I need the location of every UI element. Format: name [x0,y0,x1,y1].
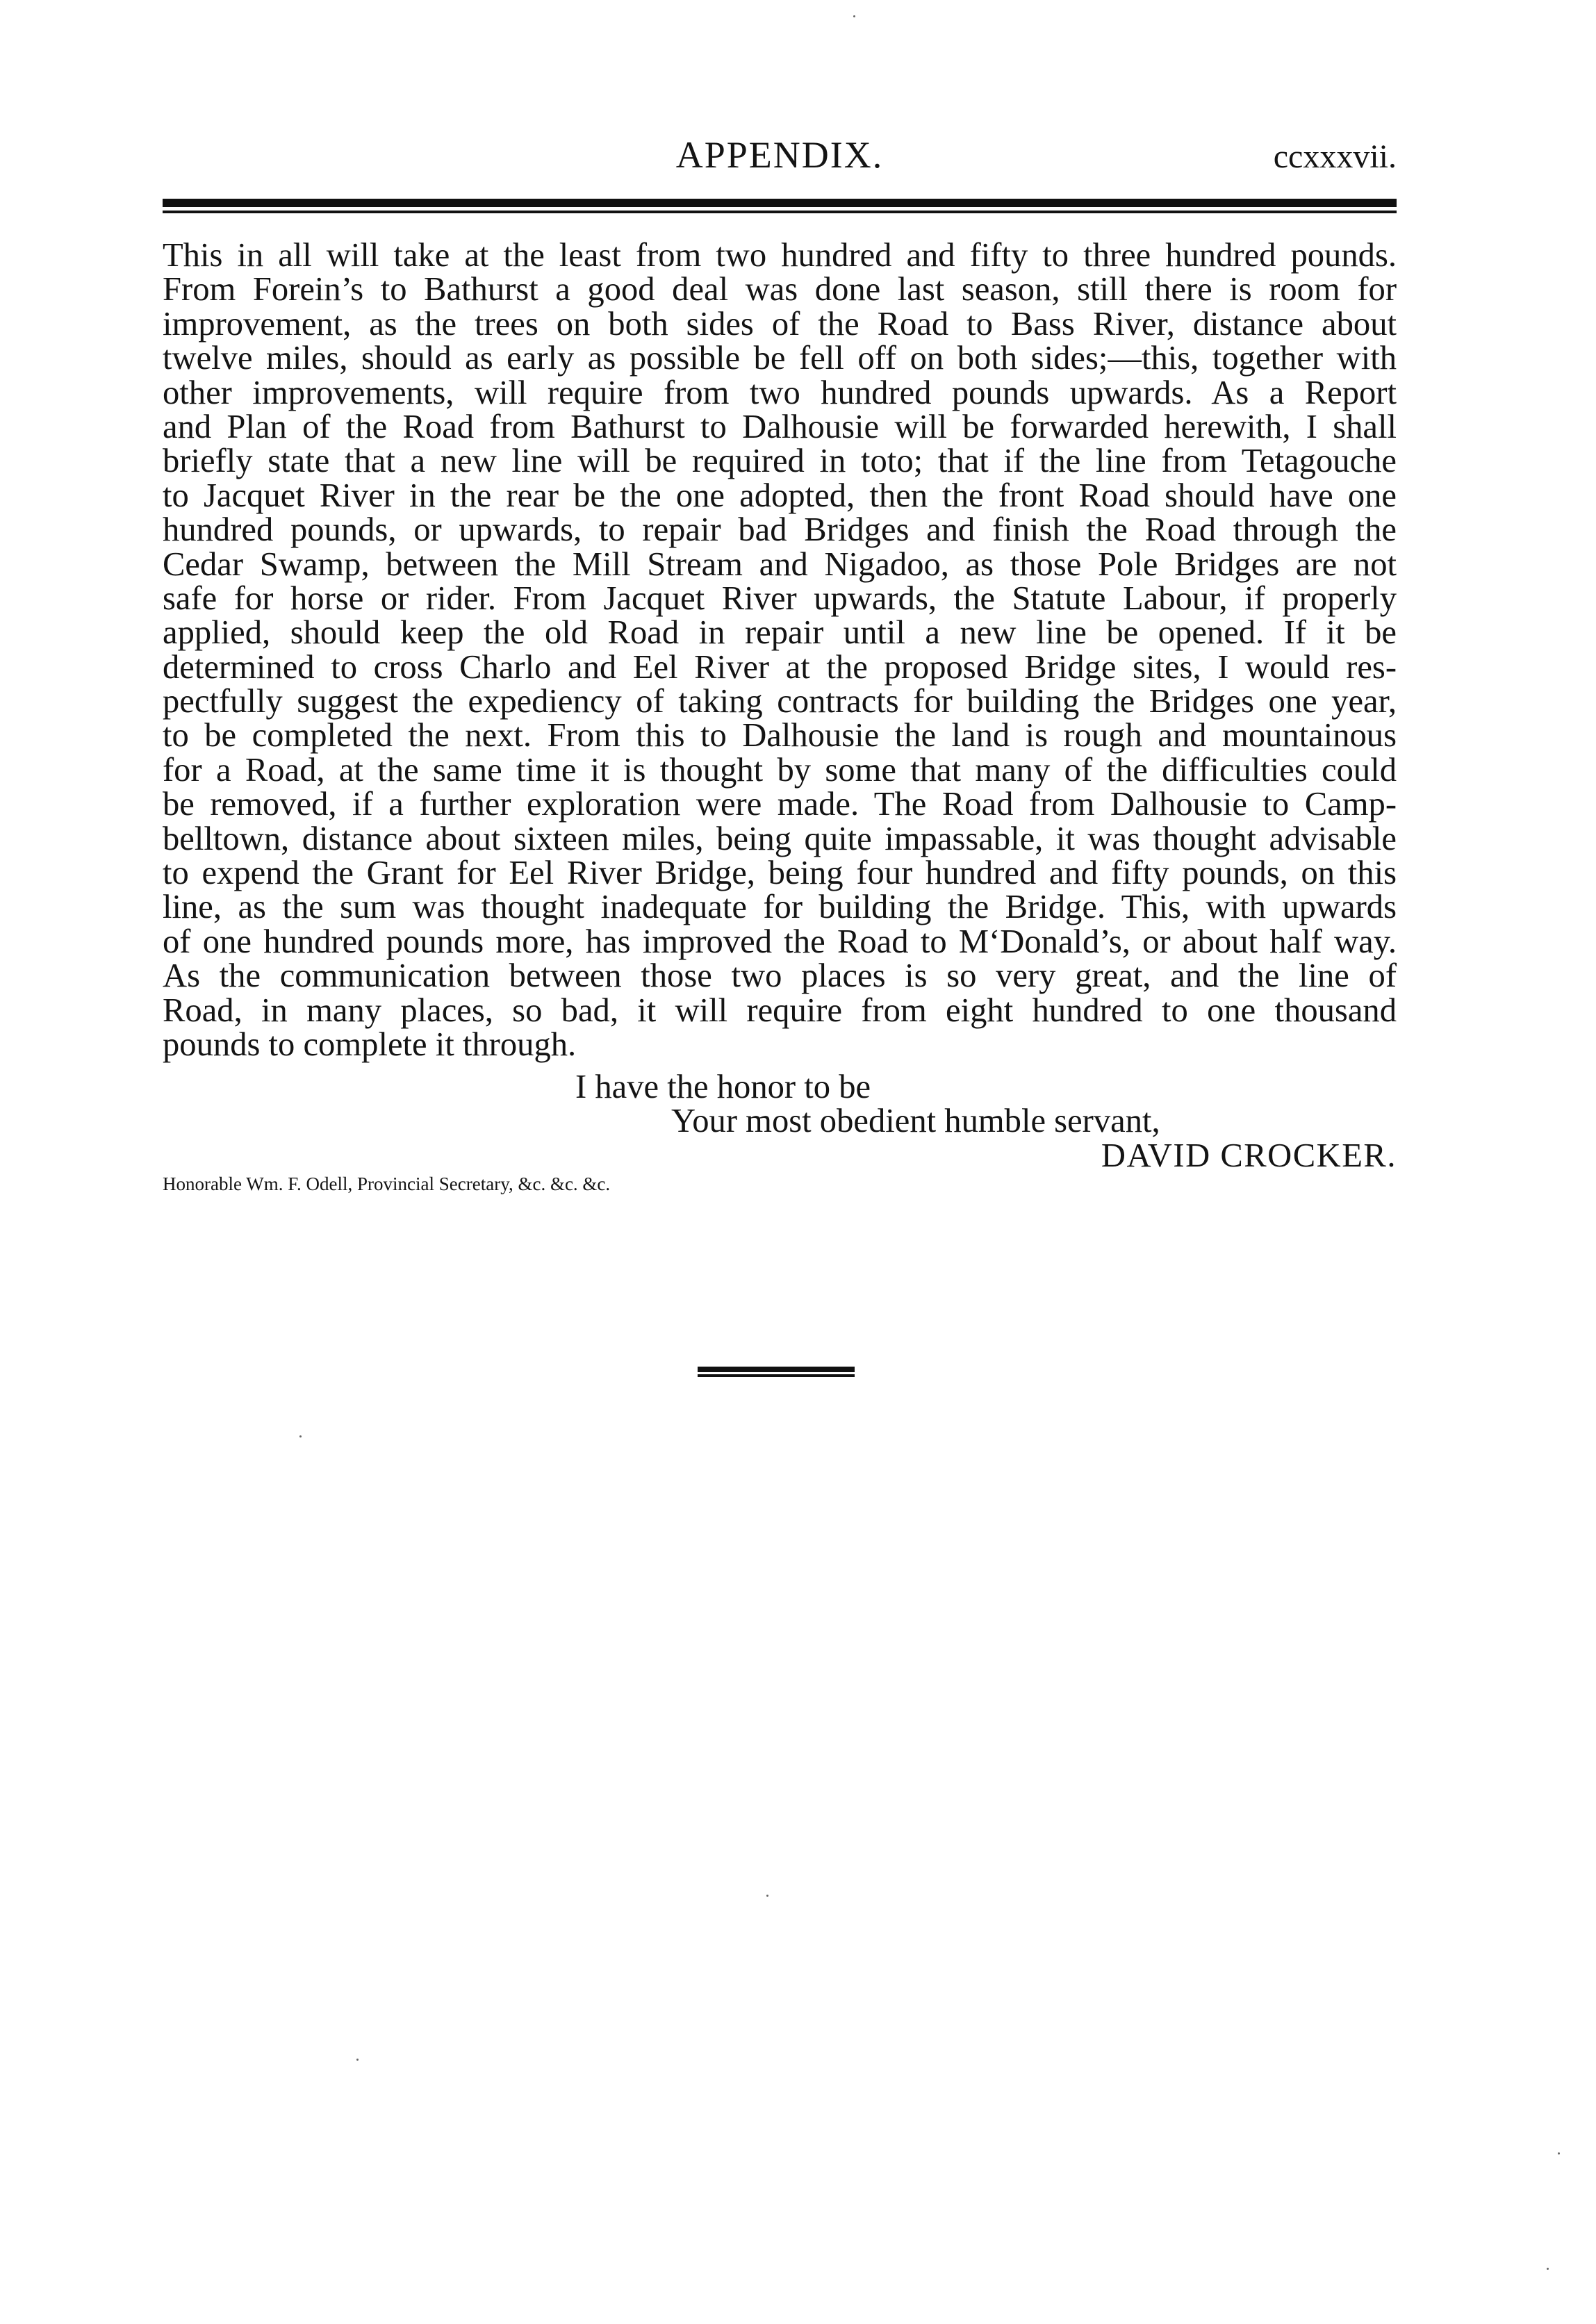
text-line: and Plan of the Road from Bathurst to Dalhousie will be forwarded herewith, I shall [163,407,1397,445]
scan-speck [299,1435,302,1437]
text-line: improvement, as the trees on both sides of the Road to Bass River, distance about [163,304,1397,343]
header-rule-thick [163,199,1397,207]
scan-speck [1547,2268,1549,2270]
text-line: to expend the Grant for Eel River Bridge, being four hundred and fifty pounds, on this [163,854,1397,892]
text-line: line, as the sum was thought inadequate for building the Bridge. This, with upwards [163,888,1397,926]
scan-speck [356,2059,359,2061]
text-line: belltown, distance about sixteen miles, being quite impassable, it was thought advisable [163,819,1397,857]
closing-line-honor: I have the honor to be [575,1068,871,1105]
letter-body [163,238,1397,1062]
text-line: This in all will take at the least from two hundred and fifty to three hundred pounds. [163,236,1397,274]
text-line: for a Road, at the same time it is thought by some that many of the difficulties could [163,750,1397,789]
text-line: Cedar Swamp, between the Mill Stream and Nigadoo, as those Pole Bridges are not [163,545,1397,583]
text-line: other improvements, will require from two hundred pounds upwards. As a Report [163,373,1397,411]
end-ornament-rule-thick [698,1367,855,1372]
text-line: From Forein’s to Bathurst a good deal was done last season, still there is room for [163,270,1397,308]
page-number: ccxxxvii. [1273,138,1397,175]
text-line: to Jacquet River in the rear be the one adopted, then the front Road should have one [163,476,1397,514]
header-rule-thin [163,211,1397,213]
text-line: pounds to complete it through. [163,1025,577,1063]
addressee-line: Honorable Wm. F. Odell, Provincial Secretary, &c. &c. &c. [163,1173,611,1194]
scan-speck [766,1895,768,1897]
scan-speck [1558,2152,1560,2154]
signature: DAVID CROCKER. [1101,1137,1397,1174]
text-line: to be completed the next. From this to Dalhousie the land is rough and mountainous [163,716,1397,755]
text-line: Road, in many places, so bad, it will require from eight hundred to one thousand [163,991,1397,1029]
text-line: of one hundred pounds more, has improved the Road to M‘Donald’s, or about half way. [163,922,1397,960]
text-line: applied, should keep the old Road in repair until a new line be opened. If it be [163,613,1397,652]
text-line: pectfully suggest the expediency of taking contracts for building the Bridges one year, [163,682,1397,720]
text-line: safe for horse or rider. From Jacquet River upwards, the Statute Labour, if properly [163,579,1397,617]
text-line: be removed, if a further exploration were made. The Road from Dalhousie to Camp- [163,785,1397,823]
end-ornament-rule-thin [698,1374,855,1377]
text-line: twelve miles, should as early as possible be fell off on both sides;—this, together with [163,339,1397,377]
text-line: hundred pounds, or upwards, to repair bad Bridges and finish the Road through the [163,511,1397,549]
page-title: APPENDIX. [675,134,884,176]
scan-speck [853,15,855,17]
page-header [163,133,1397,183]
text-line: As the communication between those two places is so very great, and the line of [163,957,1397,995]
text-line: determined to cross Charlo and Eel River at the proposed Bridge sites, I would res- [163,648,1397,686]
text-line: briefly state that a new line will be required in toto; that if the line from Tetagouche [163,442,1397,480]
closing-line-servant: Your most obedient humble servant, [671,1102,1160,1139]
